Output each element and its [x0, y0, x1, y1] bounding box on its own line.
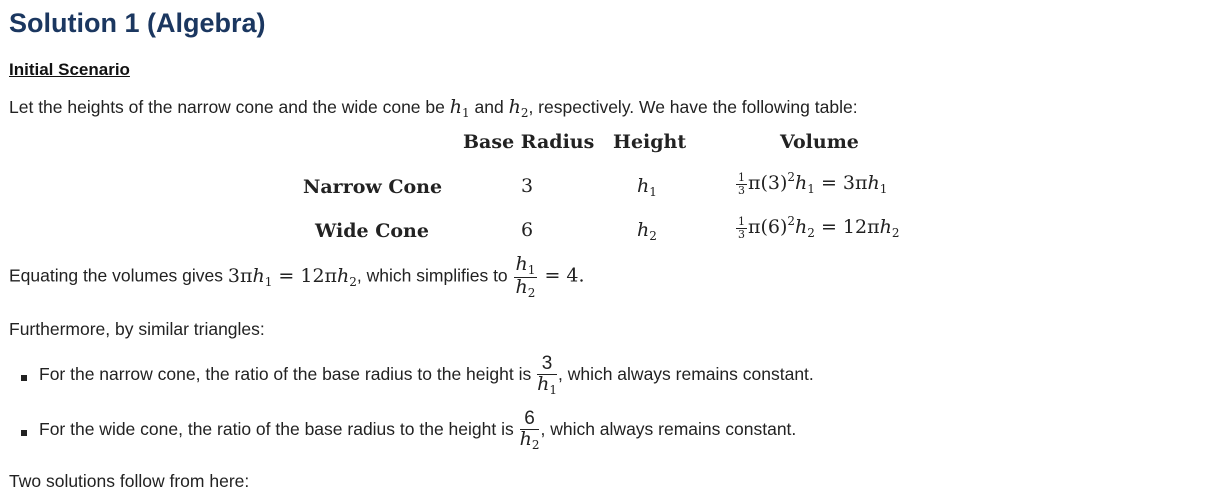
- equating-paragraph: Equating the volumes gives $3\pi h_1 = 12\pi h_2$, which simplifies to $\frac{h_1}{h_2}$ = 4.: [9, 253, 585, 300]
- fraction-6-over-h2: $\frac{6}{h_2}$: [519, 408, 540, 452]
- cell-volume-wide: $\frac{1}{3}$ $\pi(6)^2h_2 = 12\pi h_2$: [738, 214, 900, 241]
- fraction-3-over-h1: $\frac{3}{h_1}$: [537, 353, 557, 397]
- cell-height-narrow: $h_1$: [637, 175, 657, 199]
- intro-text-after: , respectively. We have the following table:: [528, 97, 858, 117]
- header-height: Height: [613, 131, 687, 153]
- math-h2: $h_2$: [508, 96, 529, 120]
- cell-height-wide: $h_2$: [637, 219, 657, 243]
- bullet-marker: [21, 375, 27, 381]
- fraction-h1-over-h2: $\frac{h_1}{h_2}$: [515, 253, 536, 300]
- intro-text-before: Let the heights of the narrow cone and the wide cone be: [9, 97, 450, 117]
- bullet-marker: [21, 430, 27, 436]
- row-label-wide-cone: Wide Cone: [315, 220, 429, 242]
- page-title: Solution 1 (Algebra): [9, 8, 266, 38]
- cell-volume-narrow: $\frac{1}{3}$ $\pi(3)^2h_1 = 3\pi h_1$: [738, 170, 888, 197]
- list-item: For the wide cone, the ratio of the base radius to the height is $\frac{6}{h_2}$ , which always remains constant.: [39, 408, 797, 452]
- cell-radius-wide: 6: [521, 219, 534, 241]
- fraction-one-third: $\frac{1}{3}$: [738, 170, 745, 197]
- header-volume: Volume: [780, 131, 859, 153]
- closing-text: Two solutions follow from here:: [9, 471, 250, 491]
- intro-paragraph: [9, 96, 858, 120]
- cell-radius-narrow: 3: [521, 175, 534, 197]
- math-equation: $3\pi h_1 = 12\pi h_2$: [227, 264, 357, 289]
- fraction-one-third: $\frac{1}{3}$: [738, 214, 745, 241]
- header-base-radius: Base Radius: [463, 131, 595, 153]
- intro-text-mid: and: [469, 97, 509, 117]
- row-label-narrow-cone: Narrow Cone: [303, 176, 443, 198]
- section-heading: Initial Scenario: [9, 60, 130, 79]
- math-h1: $h_1$: [449, 96, 470, 120]
- furthermore-text: Furthermore, by similar triangles:: [9, 319, 265, 339]
- list-item: For the narrow cone, the ratio of the base radius to the height is $\frac{3}{h_1}$ , which always remains constant.: [39, 353, 814, 397]
